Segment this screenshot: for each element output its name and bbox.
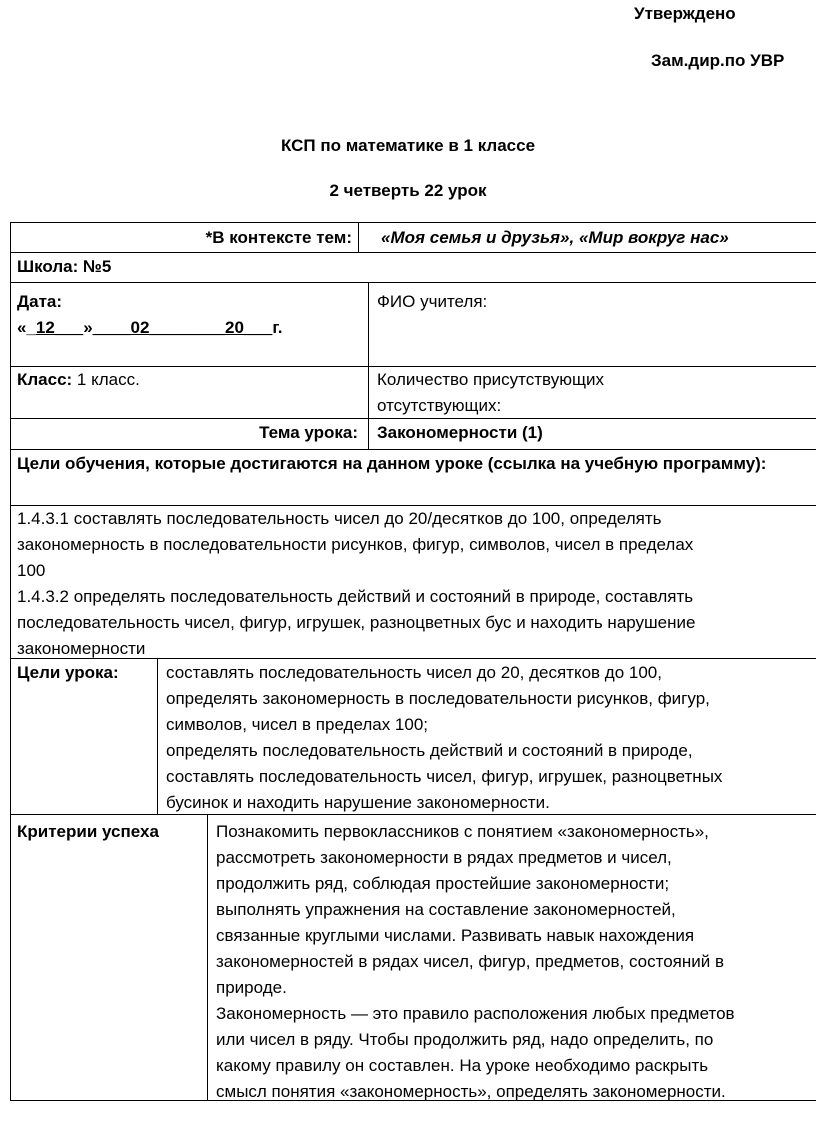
date-value: «_12___»____02________20___г.: [17, 318, 283, 337]
school-label: Школа: №5: [17, 257, 112, 276]
teacher-label: ФИО учителя:: [377, 292, 488, 311]
class-label: Класс:: [17, 370, 73, 389]
context-label: *В контексте тем:: [205, 228, 352, 247]
topic-value: Закономерности (1): [368, 419, 816, 449]
learning-goals-header-row: [10, 449, 816, 505]
document-title: КСП по математике в 1 классе: [280, 136, 536, 155]
class-value: 1 класс.: [72, 370, 140, 389]
table-bottom-border: [10, 1100, 816, 1101]
lesson-goals-label: Цели урока:: [17, 663, 119, 682]
school-row: [10, 252, 816, 282]
context-value: «Моя семья и друзья», «Мир вокруг нас»: [358, 223, 816, 252]
teacher-cell: [368, 283, 816, 366]
present-label: Количество присутствующих: [377, 370, 604, 389]
topic-label: Тема урока:: [259, 423, 358, 442]
lesson-goals-text: составлять последовательность чисел до 20, десятков до 100, определять закономерность в последовательности рисунков, фигур, символов, чисел в пределах 100; определять последовательность действий и состояний в природе, составлять последовательность чисел, фигур, игрушек, разноцветных бусинок и находить нарушение закономерности.: [157, 659, 816, 814]
class-row: [10, 366, 816, 418]
class-cell: [11, 367, 368, 418]
learning-goals-header: Цели обучения, которые достигаются на данном уроке (ссылка на учебную программу):: [17, 454, 767, 473]
absent-label: отсутствующих:: [377, 396, 502, 415]
criteria-label: Критерии успеха: [17, 822, 159, 841]
date-label: Дата:: [17, 292, 63, 311]
date-row: [10, 282, 816, 366]
date-cell: [11, 283, 368, 366]
learning-goals-text: 1.4.3.1 составлять последовательность чисел до 20/десятков до 100, определять закономерность в последовательности рисунков, фигур, символов, чисел в пределах 100 1.4.3.2 определять последовательность действий и состояний в природе, составлять последовательность чисел, фигур, игрушек, разноцветных бус и находить нарушение закономерности: [17, 509, 696, 658]
lesson-goals-row: [10, 658, 816, 814]
context-row: [10, 222, 816, 252]
approved-label: Утверждено: [634, 4, 736, 23]
attendance-cell: [368, 367, 816, 418]
deputy-director-label: Зам.дир.по УВР: [651, 51, 785, 70]
learning-goals-row: [10, 505, 816, 658]
document-subtitle: 2 четверть 22 урок: [329, 181, 487, 200]
criteria-row: [10, 814, 816, 1100]
topic-row: [10, 418, 816, 449]
criteria-text: Познакомить первоклассников с понятием «закономерность», рассмотреть закономерности в рядах предметов и чисел, продолжить ряд, соблюдая простейшие закономерности; выполнять упражнения на составление закономерностей, связанные круглыми числами. Развивать навык нахождения закономерностей в рядах чисел, фигур, предметов, состояний в природе. Закономерность — это правило расположения любых предметов или чисел в ряду. Чтобы продолжить ряд, надо определить, по какому правилу он составлен. На уроке необходимо раскрыть смысл понятия «закономерность», определять закономерности.: [207, 815, 816, 1100]
